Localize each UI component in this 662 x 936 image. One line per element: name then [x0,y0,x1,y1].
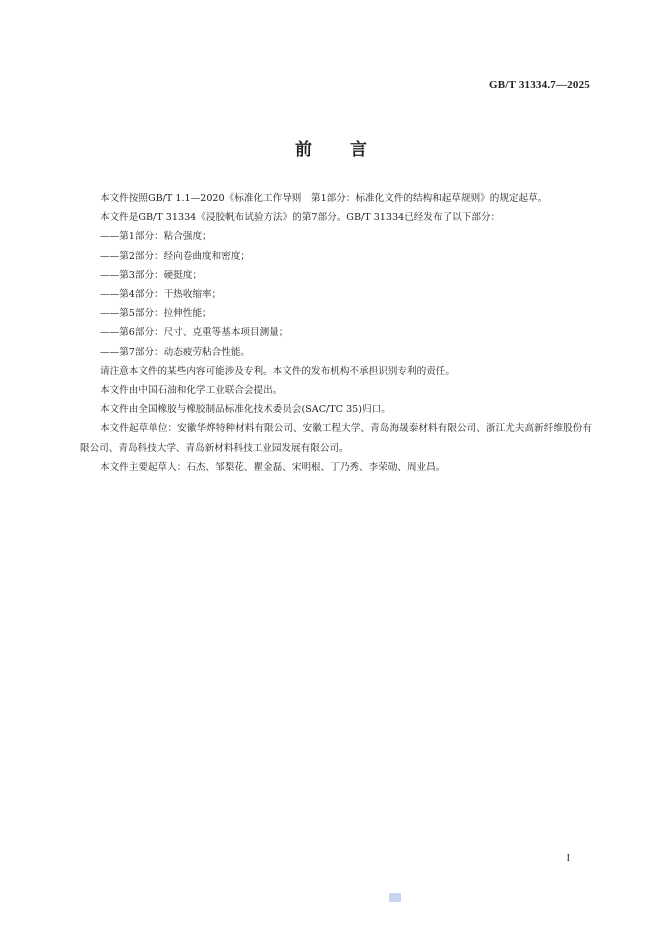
paragraph-drafting-units: 本文件起草单位：安徽华烨特种材料有限公司、安徽工程大学、青岛海晟泰材料有限公司、浙江尤夫高新纤维股份有限公司、青岛科技大学、青岛新材料科技工业园发展有限公司。 [80,423,592,454]
body-text [80,189,592,477]
paragraph-committee: 本文件由全国橡胶与橡胶制品标准化技术委员会(SAC/TC 35)归口。 [100,404,391,416]
list-item-part-2: ——第2部分：经向卷曲度和密度； [100,250,251,262]
paragraph-drafting-rules: 本文件按照GB/T 1.1—2020《标准化工作导则 第1部分：标准化文件的结构和起草规则》的规定起草。 [100,193,548,204]
paragraph-proposer: 本文件由中国石油和化学工业联合会提出。 [100,385,283,397]
paragraph-drafters: 本文件主要起草人：石杰、邹梨花、瞿金磊、宋明根、丁乃秀、李荣勋、周业昌。 [100,461,446,473]
list-item-part-4: ——第4部分：干热收缩率； [100,289,222,301]
list-item-part-5: ——第5部分：拉伸性能； [100,308,212,320]
list-item-part-6: ——第6部分：尺寸、克重等基本项目测量； [100,327,289,339]
list-item-part-3: ——第3部分：硬挺度； [100,269,203,281]
list-item-part-7: ——第7部分：动态疲劳粘合性能。 [100,346,251,358]
list-item-part-1: ——第1部分：粘合强度； [100,231,212,243]
page-title: 前言 [295,140,405,160]
paragraph-patent-notice: 请注意本文件的某些内容可能涉及专利。本文件的发布机构不承担识别专利的责任。 [100,365,455,377]
paragraph-series-intro: 本文件是GB/T 31334《浸胶帆布试验方法》的第7部分。GB/T 31334已经发布了以下部分： [100,212,501,224]
page-number: I [566,853,570,864]
watermark-icon [389,893,401,902]
document-code: GB/T 31334.7—2025 [489,79,590,91]
